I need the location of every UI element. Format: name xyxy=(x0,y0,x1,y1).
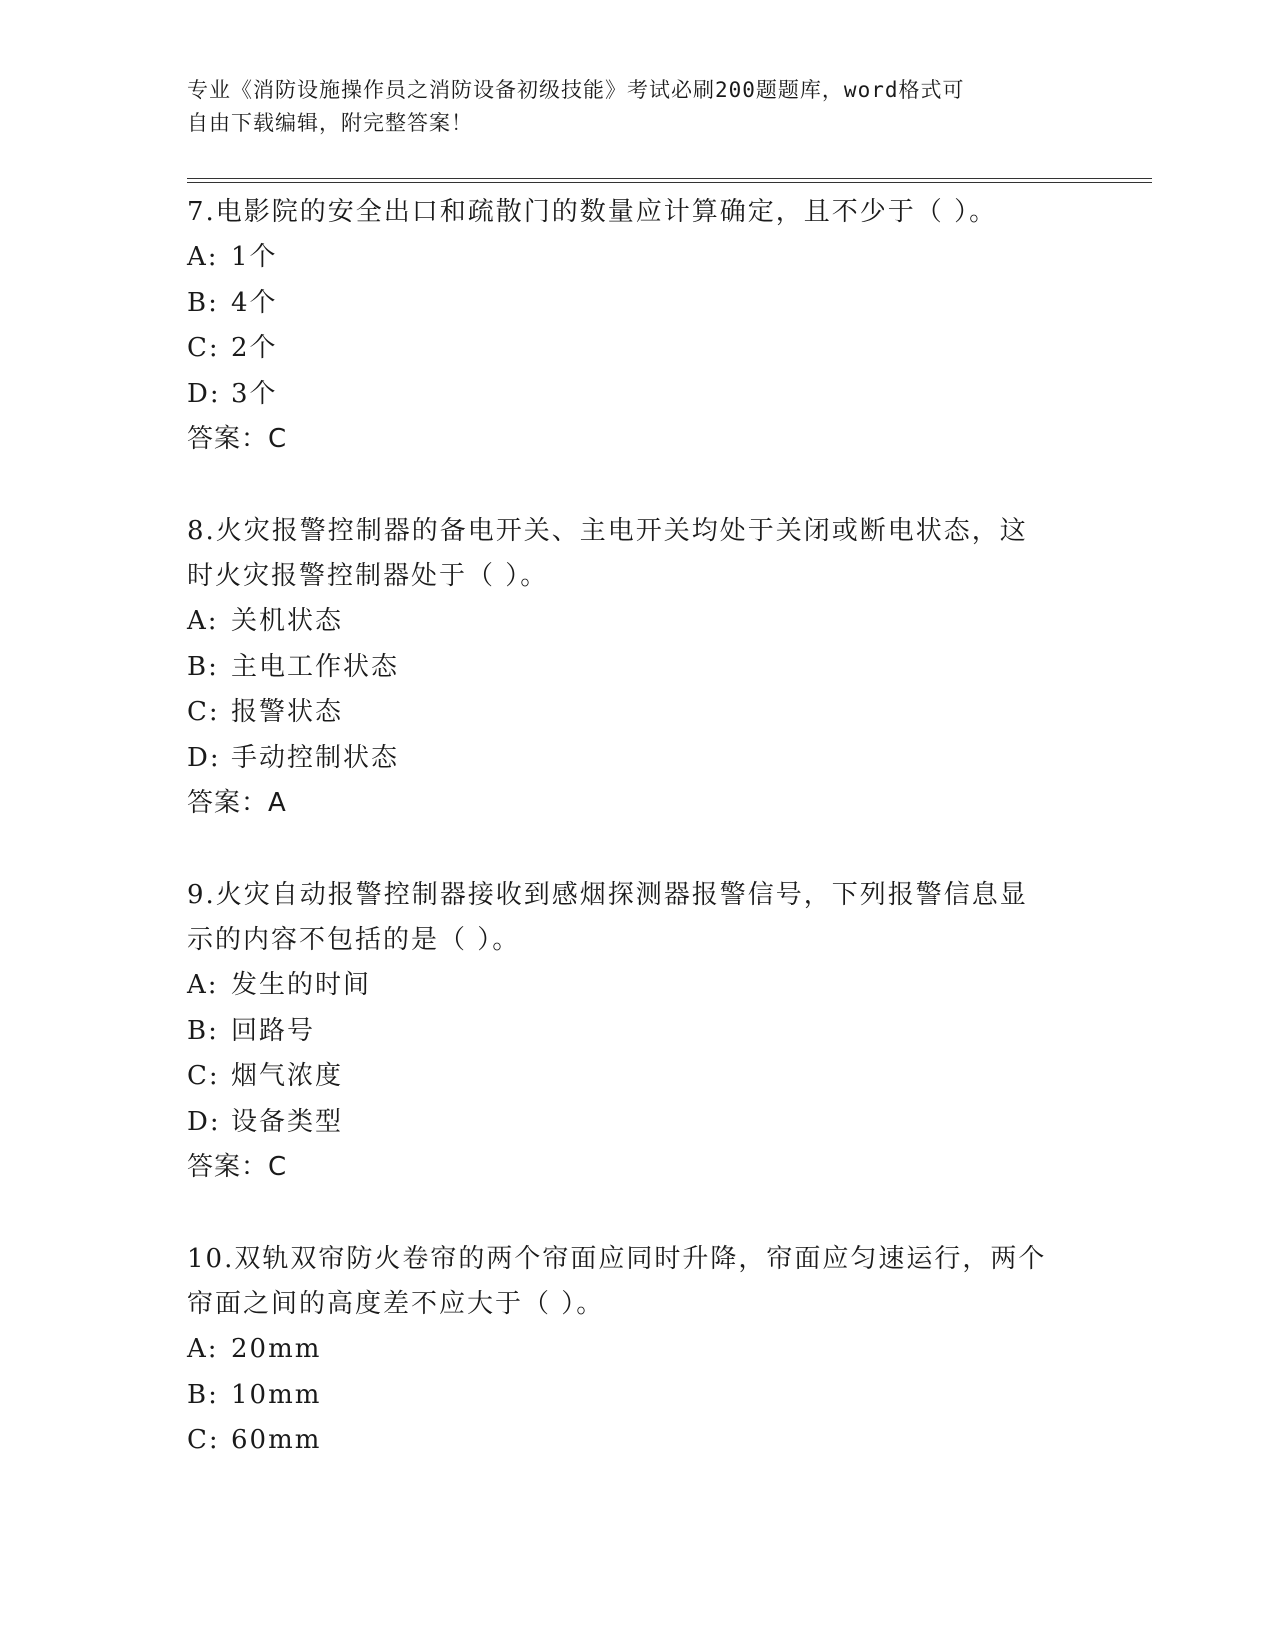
question-stem: 10.双轨双帘防火卷帘的两个帘面应同时升降，帘面应匀速运行，两个 xyxy=(187,1244,1047,1274)
option-text: 烟气浓度 xyxy=(231,1061,344,1091)
header-divider-top xyxy=(187,178,1152,179)
question-8 xyxy=(187,509,1087,826)
option-letter: D: xyxy=(187,1106,221,1137)
question-stem-continued: 示的内容不包括的是（ ）。 xyxy=(187,925,521,955)
answer-line: 答案：C xyxy=(187,424,288,454)
option-a xyxy=(187,599,1087,645)
option-text: 手动控制状态 xyxy=(231,742,400,773)
option-letter: D: xyxy=(187,742,221,773)
question-stem: 7.电影院的安全出口和疏散门的数量应计算确定，且不少于（ ）。 xyxy=(187,197,998,227)
option-text: 回路号 xyxy=(231,1015,316,1046)
option-d xyxy=(187,736,1087,782)
option-c xyxy=(187,1054,1087,1100)
option-a xyxy=(187,1327,1087,1373)
option-text: 10mm xyxy=(231,1379,322,1410)
option-text: 3个 xyxy=(231,378,278,409)
option-c xyxy=(187,326,1087,372)
header-line-1: 专业《消防设施操作员之消防设备初级技能》考试必刷200题题库，word格式可 xyxy=(187,78,965,102)
option-letter: A: xyxy=(187,1334,219,1364)
option-letter: A: xyxy=(187,606,219,636)
header-line-2: 自由下载编辑，附完整答案！ xyxy=(187,111,473,135)
option-letter: B: xyxy=(187,651,219,682)
option-b xyxy=(187,1009,1087,1055)
option-letter: A: xyxy=(187,242,219,272)
option-text: 4个 xyxy=(231,287,278,318)
question-stem: 8.火灾报警控制器的备电开关、主电开关均处于关闭或断电状态，这 xyxy=(187,516,1028,546)
option-letter: A: xyxy=(187,970,219,1000)
option-letter: C: xyxy=(187,1425,220,1455)
option-text: 发生的时间 xyxy=(231,970,372,1000)
answer-line: 答案：A xyxy=(187,788,287,818)
option-d xyxy=(187,372,1087,418)
option-text: 设备类型 xyxy=(231,1106,344,1137)
option-d xyxy=(187,1100,1087,1146)
option-text: 1个 xyxy=(231,242,278,272)
option-letter: B: xyxy=(187,1379,219,1410)
option-a xyxy=(187,963,1087,1009)
question-stem-continued: 帘面之间的高度差不应大于（ ）。 xyxy=(187,1289,605,1319)
question-7 xyxy=(187,190,1087,462)
option-b xyxy=(187,281,1087,327)
header-divider-bottom xyxy=(187,182,1152,183)
option-letter: C: xyxy=(187,1061,220,1091)
option-b xyxy=(187,1373,1087,1419)
option-letter: B: xyxy=(187,287,219,318)
question-list xyxy=(187,190,1087,1511)
option-letter: C: xyxy=(187,333,220,363)
option-text: 报警状态 xyxy=(231,697,344,727)
answer-line: 答案：C xyxy=(187,1152,288,1182)
option-c xyxy=(187,690,1087,736)
option-text: 60mm xyxy=(231,1425,322,1455)
option-letter: B: xyxy=(187,1015,219,1046)
option-text: 2个 xyxy=(231,333,278,363)
question-10 xyxy=(187,1237,1087,1464)
option-text: 关机状态 xyxy=(231,606,344,636)
question-9 xyxy=(187,873,1087,1190)
option-letter: C: xyxy=(187,697,220,727)
question-stem-continued: 时火灾报警控制器处于（ ）。 xyxy=(187,561,549,591)
option-c xyxy=(187,1418,1087,1464)
option-text: 主电工作状态 xyxy=(231,651,400,682)
option-text: 20mm xyxy=(231,1334,322,1364)
document-header xyxy=(187,74,1067,140)
option-a xyxy=(187,235,1087,281)
option-letter: D: xyxy=(187,378,221,409)
option-b xyxy=(187,645,1087,691)
question-stem: 9.火灾自动报警控制器接收到感烟探测器报警信号，下列报警信息显 xyxy=(187,880,1028,910)
